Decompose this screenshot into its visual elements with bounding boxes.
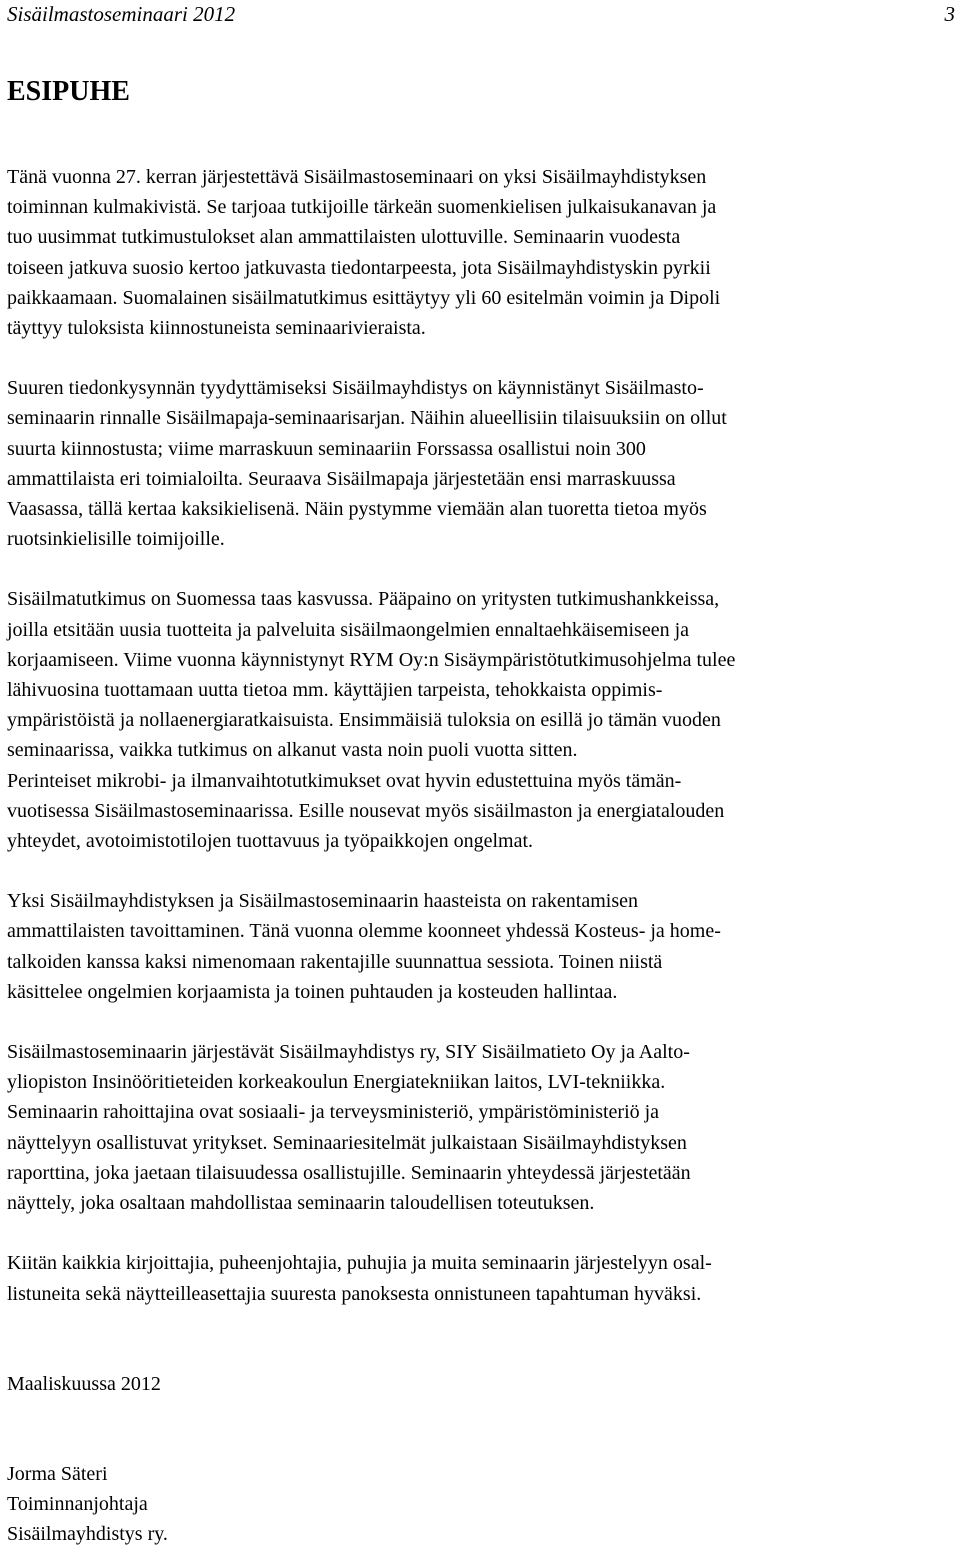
text-line: Yksi Sisäilmayhdistyksen ja Sisäilmastoseminaarin haasteista on rakentamisen: [7, 890, 638, 913]
text-line: Kiitän kaikkia kirjoittajia, puheenjohtajia, puhujia ja muita seminaarin järjestelyyn osal-: [7, 1252, 712, 1275]
text-line: yliopiston Insinööritieteiden korkeakoulun Energiatekniikan laitos, LVI-tekniikka.: [7, 1071, 666, 1094]
text-line: yhteydet, avotoimistotilojen tuottavuus ja työpaikkojen ongelmat.: [7, 830, 534, 853]
text-line: tuo uusimmat tutkimustulokset alan ammattilaisten ulottuville. Seminaarin vuodesta: [7, 226, 681, 249]
text-line: talkoiden kanssa kaksi nimenomaan rakentajille suunnattua sessiota. Toinen niistä: [7, 950, 663, 973]
page-number: 3: [944, 2, 955, 26]
text-line: Perinteiset mikrobi- ja ilmanvaihtotutkimukset ovat hyvin edustettuina myös tämän-: [7, 769, 682, 792]
text-line: ruotsinkielisille toimijoille.: [7, 528, 225, 551]
text-line: Suuren tiedonkysynnän tyydyttämiseksi Sisäilmayhdistys on käynnistänyt Sisäilmasto-: [7, 377, 704, 400]
text-line: näyttelyyn osallistuvat yritykset. Seminaariesitelmät julkaistaan Sisäilmayhdistyksen: [7, 1131, 687, 1154]
text-line: seminaarissa, vaikka tutkimus on alkanut vasta noin puoli vuotta sitten.: [7, 739, 578, 762]
text-line: ammattilaisten tavoittaminen. Tänä vuonna olemme koonneet yhdessä Kosteus- ja home-: [7, 920, 721, 943]
running-header: [7, 0, 955, 36]
text-line: paikkaamaan. Suomalainen sisäilmatutkimus esittäytyy yli 60 esitelmän voimin ja Dipoli: [7, 286, 721, 309]
date-line: Maaliskuussa 2012: [7, 1372, 161, 1395]
text-line: näyttely, joka osaltaan mahdollistaa seminaarin taloudellisen toteutuksen.: [7, 1192, 595, 1215]
text-line: joilla etsitään uusia tuotteita ja palveluita sisäilmaongelmien ennaltaehkäisemiseen ja: [7, 618, 690, 641]
paragraph-1: [7, 162, 955, 343]
text-line: Tänä vuonna 27. kerran järjestettävä Sisäilmastoseminaari on yksi Sisäilmayhdistyksen: [7, 166, 707, 188]
paragraph-7: [7, 1248, 955, 1308]
signature-block: [7, 1459, 955, 1550]
paragraph-6: [7, 1037, 955, 1218]
text-line: ympäristöistä ja nollaenergiaratkaisuista. Ensimmäisiä tuloksia on esillä jo tämän vuoden: [7, 709, 721, 732]
text-line: toiminnan kulmakivistä. Se tarjoaa tutkijoille tärkeän suomenkielisen julkaisukanavan ja: [7, 196, 717, 219]
text-line: suurta kiinnostusta; viime marraskuun seminaariin Forssassa osallistui noin 300: [7, 437, 646, 460]
text-line: Seminaarin rahoittajina ovat sosiaali- ja terveysministeriö, ympäristöministeriö ja: [7, 1101, 660, 1124]
section-heading: ESIPUHE: [7, 76, 130, 107]
text-line: ammattilaista eri toimialoilta. Seuraava Sisäilmapaja järjestetään ensi marraskuussa: [7, 467, 676, 490]
text-line: Vaasassa, tällä kertaa kaksikielisenä. Näin pystymme viemään alan tuoretta tietoa myös: [7, 498, 707, 521]
text-line: seminaarin rinnalle Sisäilmapaja-seminaarisarjan. Näihin alueellisiin tilaisuuksiin on ollut: [7, 407, 727, 430]
signature-role: Toiminnanjohtaja: [7, 1493, 148, 1516]
text-line: toiseen jatkuva suosio kertoo jatkuvasta tiedontarpeesta, jota Sisäilmayhdistyskin pyrkii: [7, 256, 711, 279]
text-line: korjaamiseen. Viime vuonna käynnistynyt RYM Oy:n Sisäympäristötutkimusohjelma tulee: [7, 648, 736, 671]
paragraph-5: [7, 886, 955, 1007]
text-line: vuotisessa Sisäilmastoseminaarissa. Esille nousevat myös sisäilmaston ja energiatalouden: [7, 799, 725, 822]
text-line: käsittelee ongelmien korjaamista ja toinen puhtauden ja kosteuden hallintaa.: [7, 980, 618, 1003]
text-line: lähivuosina tuottamaan uutta tietoa mm. käyttäjien tarpeista, tehokkaista oppimis-: [7, 679, 663, 702]
signature-name: Jorma Säteri: [7, 1462, 108, 1485]
header-title: Sisäilmastoseminaari 2012: [7, 2, 236, 26]
text-line: listuneita sekä näytteilleasettajia suuresta panoksesta onnistuneen tapahtuman hyväksi.: [7, 1282, 702, 1305]
signature-organization: Sisäilmayhdistys ry.: [7, 1523, 168, 1546]
paragraph-2: [7, 373, 955, 554]
text-line: raporttina, joka jaetaan tilaisuudessa osallistujille. Seminaarin yhteydessä järjestetään: [7, 1161, 691, 1184]
text-line: täyttyy tuloksista kiinnostuneista seminaarivieraista.: [7, 317, 426, 340]
document-page: [7, 0, 955, 1550]
text-line: Sisäilmatutkimus on Suomessa taas kasvussa. Pääpaino on yritysten tutkimushankkeissa,: [7, 588, 720, 611]
paragraph-4: [7, 766, 955, 857]
text-line: Sisäilmastoseminaarin järjestävät Sisäilmayhdistys ry, SIY Sisäilmatieto Oy ja Aalto-: [7, 1041, 690, 1064]
paragraph-3: [7, 584, 955, 765]
